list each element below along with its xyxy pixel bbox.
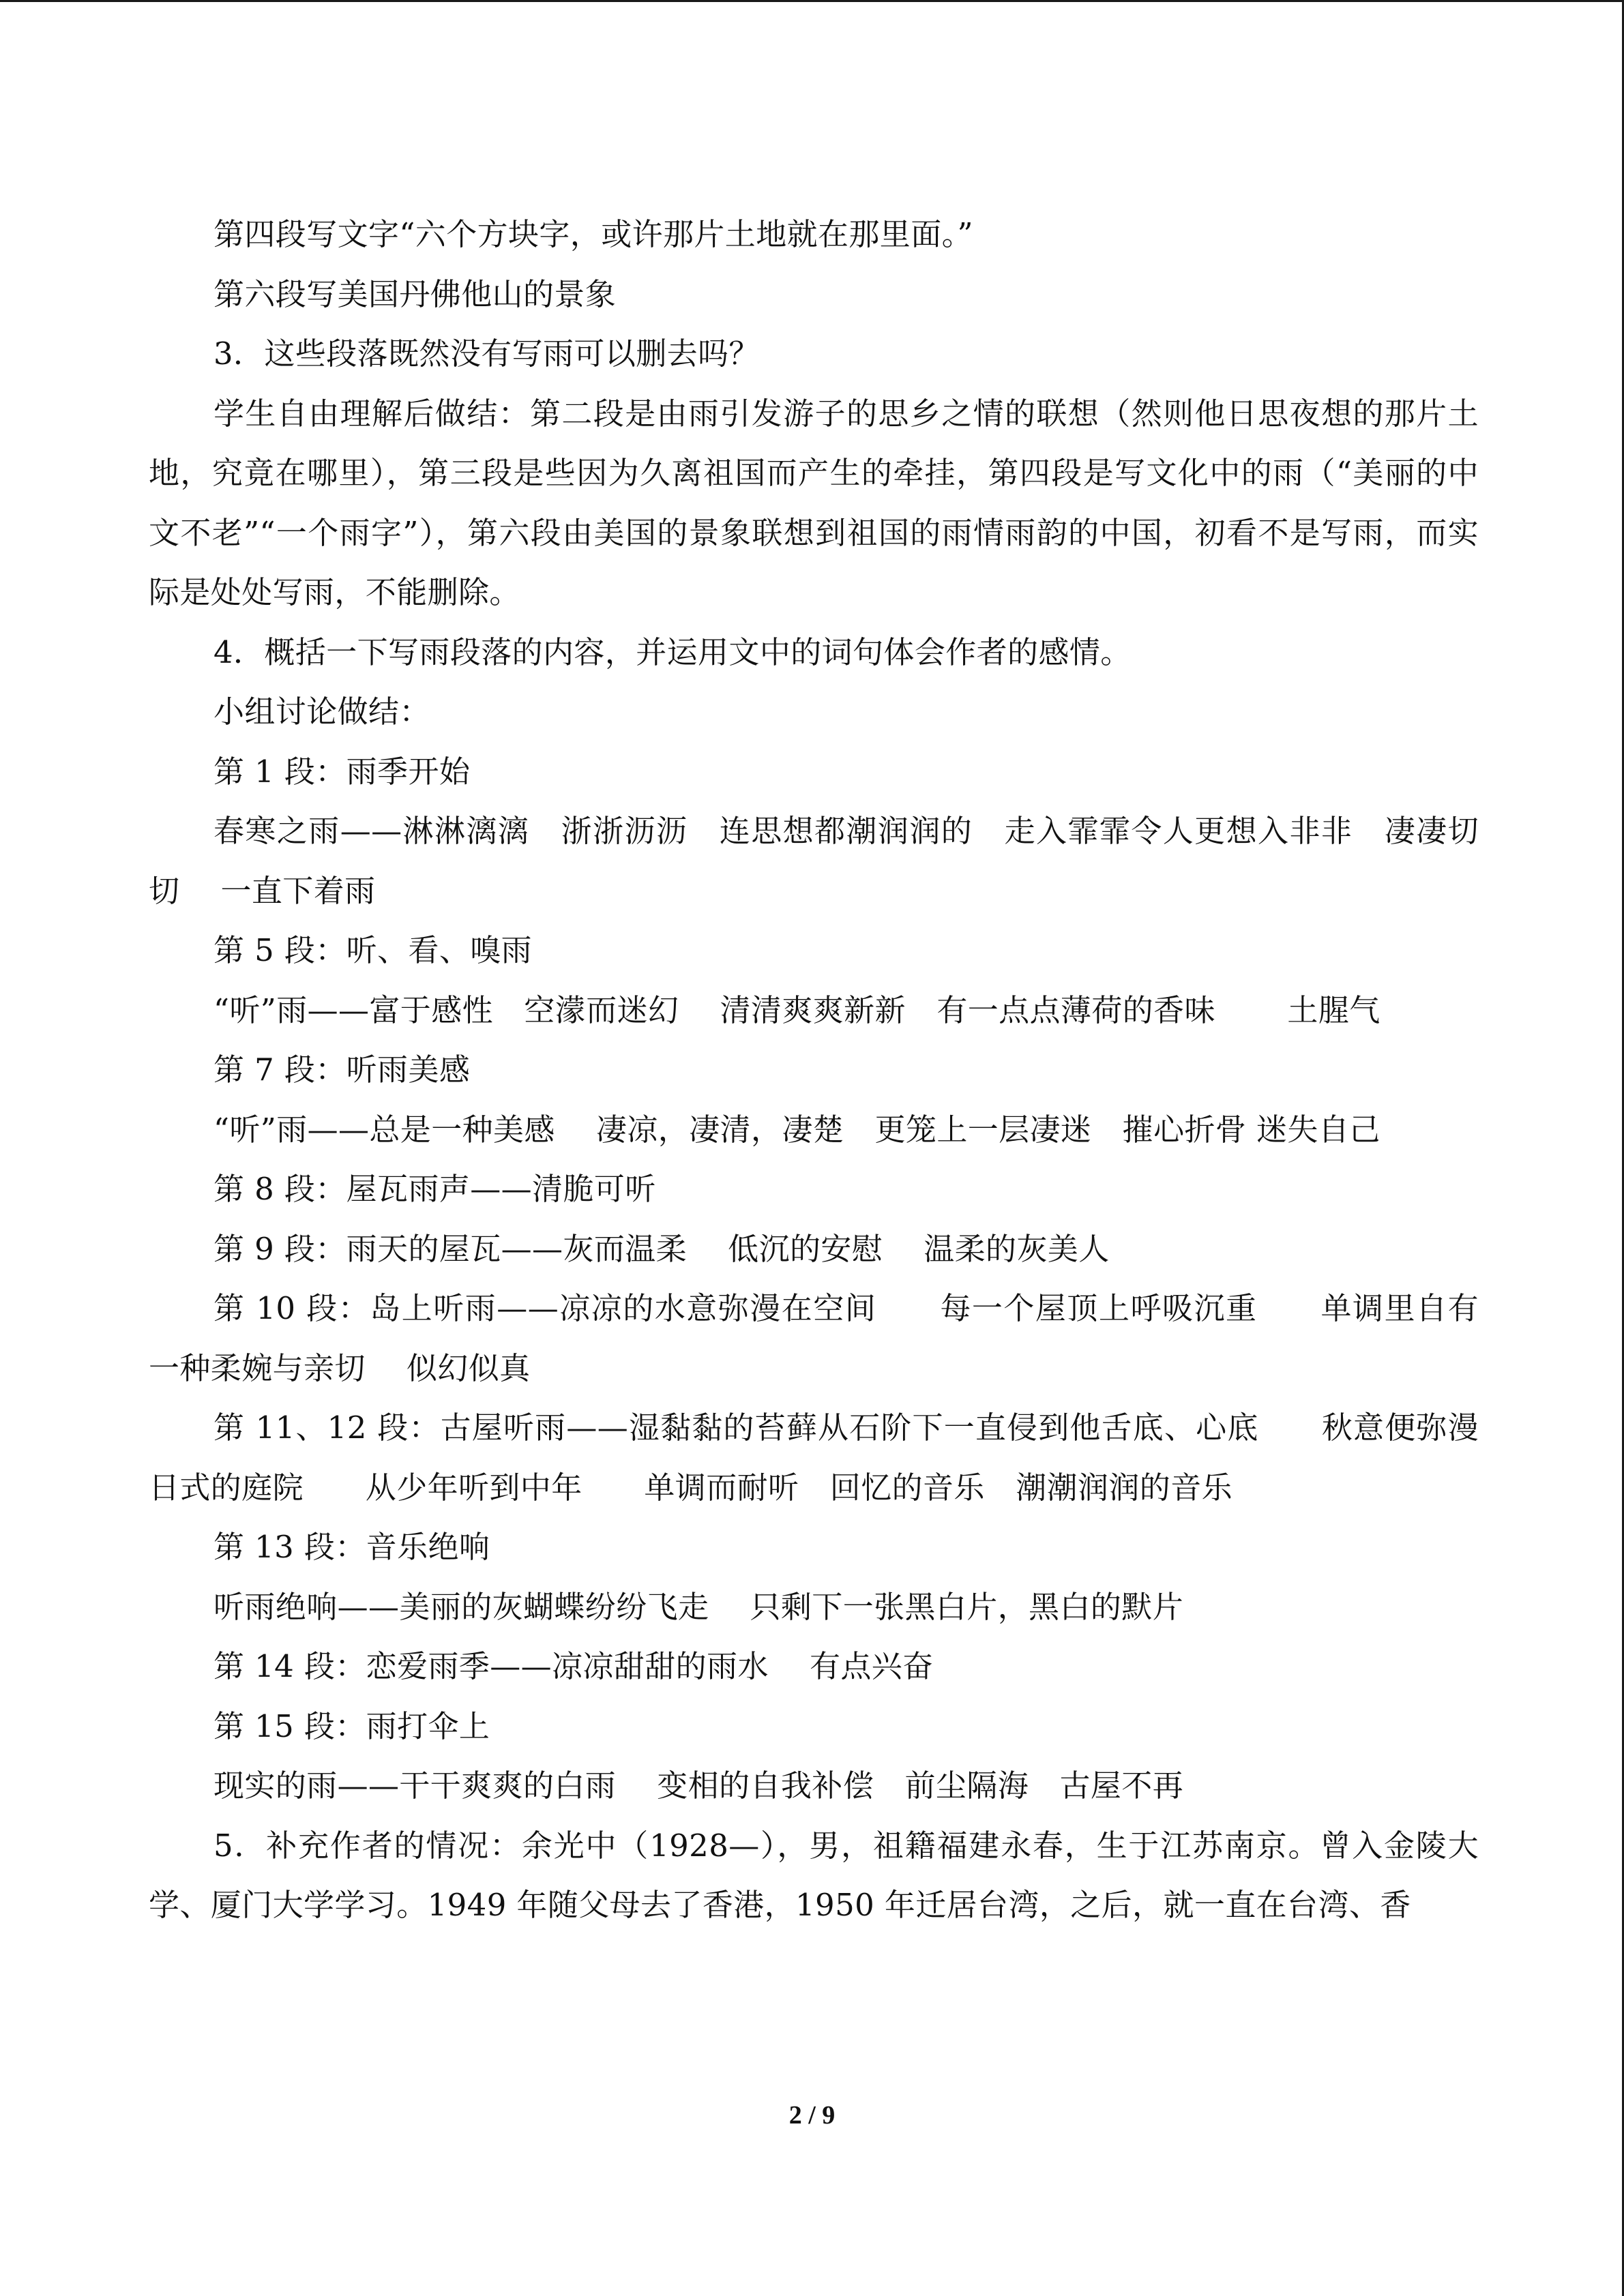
paragraph: 第 9 段：雨天的屋瓦——灰而温柔 低沉的安慰 温柔的灰美人: [213, 1230, 1110, 1267]
paragraph: 小组讨论做结：: [213, 694, 430, 730]
paragraph: “听”雨——富于感性 空濛而迷幻 清清爽爽新新 有一点点薄荷的香味 土腥气: [213, 992, 1381, 1028]
paragraph: 第 7 段：听雨美感: [213, 1052, 471, 1088]
paragraph: 第 15 段：雨打伞上: [213, 1708, 490, 1744]
paragraph: 第 13 段：音乐绝响: [213, 1529, 490, 1565]
paragraph: 第 11、12 段：古屋听雨——湿黏黏的苔藓从石阶下一直侵到他舌底、心底 秋意便弥漫日式的庭院 从少年听到中年 单调而耐听 回忆的音乐 潮潮润润的音乐: [149, 1410, 1479, 1506]
paragraph: 现实的雨——干干爽爽的白雨 变相的自我补偿 前尘隔海 古屋不再: [213, 1768, 1184, 1804]
paragraph: “听”雨——总是一种美感 凄凉，凄清，凄楚 更笼上一层凄迷 摧心折骨 迷失自己: [213, 1111, 1381, 1148]
paragraph: 第 10 段：岛上听雨——凉凉的水意弥漫在空间 每一个屋顶上呼吸沉重 单调里自有一种柔婉与亲切 似幻似真: [149, 1290, 1479, 1386]
paragraph: 3．这些段落既然没有写雨可以删去吗？: [213, 336, 760, 372]
paragraph: 春寒之雨——淋淋漓漓 浙浙沥沥 连思想都潮润润的 走入霏霏令人更想入非非 凄凄切切 一直下着雨: [149, 813, 1479, 909]
paragraph: 4．概括一下写雨段落的内容，并运用文中的词句体会作者的感情。: [213, 633, 1132, 670]
document-body: [149, 205, 1479, 1935]
paragraph: 5．补充作者的情况：余光中（1928—），男，祖籍福建永春，生于江苏南京。曾入金陵大学、厦门大学学习。1949 年随父母去了香港，1950 年迁居台湾，之后，就一直在台湾、香: [149, 1827, 1479, 1923]
paragraph: 第 8 段：屋瓦雨声——清脆可听: [213, 1171, 656, 1207]
top-border-line: [0, 0, 1624, 2]
paragraph: 第 14 段：恋爱雨季——凉凉甜甜的雨水 有点兴奋: [213, 1648, 934, 1684]
paragraph: 听雨绝响——美丽的灰蝴蝶纷纷飞走 只剩下一张黑白片，黑白的默片: [213, 1588, 1184, 1625]
paragraph: 第 1 段：雨季开始: [213, 753, 471, 790]
paragraph: 第 5 段：听、看、嗅雨: [213, 932, 533, 968]
page-number: 2 / 9: [788, 2101, 836, 2130]
paragraph: 第四段写文字“六个方块字，或许那片土地就在那里面。”: [213, 216, 973, 252]
paragraph: 学生自由理解后做结：第二段是由雨引发游子的思乡之情的联想（然则他日思夜想的那片土地，究竟在哪里），第三段是些因为久离祖国而产生的牵挂，第四段是写文化中的雨（“美丽的中文不老”“一个雨字”），第六段由美国的景象联想到祖国的雨情雨韵的中国，初看不是写雨，而实际是处处写雨，不能删除。: [149, 395, 1479, 610]
paragraph: 第六段写美国丹佛他山的景象: [213, 275, 617, 312]
